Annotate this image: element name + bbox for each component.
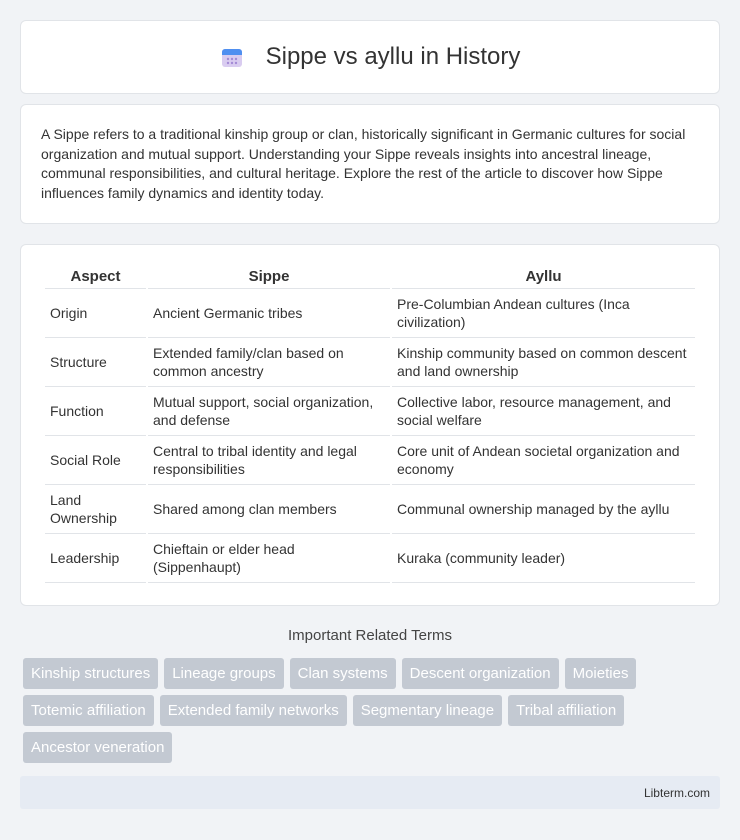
cell-aspect: Leadership	[45, 534, 146, 583]
intro-text: A Sippe refers to a traditional kinship group or clan, historically significant in Germanic cultures for social organization and mutual support. Understanding your Sippe reveals insights into ancestral lineage, communal responsibilities, and cultural heritage. Explore the rest of the article to discover how Sippe influences family dynamics and identity today.	[41, 126, 686, 201]
header-card	[20, 20, 720, 94]
cell-aspect: Social Role	[45, 436, 146, 485]
table-row	[45, 534, 695, 583]
term-tag[interactable]: Tribal affiliation	[508, 695, 624, 726]
comparison-table	[43, 265, 697, 583]
footer-site-link[interactable]: Libterm.com	[643, 786, 710, 800]
cell-ayllu: Communal ownership managed by the ayllu	[392, 485, 695, 534]
table-row	[45, 289, 695, 338]
term-tag[interactable]: Totemic affiliation	[23, 695, 154, 726]
related-terms-tags	[23, 658, 723, 769]
table-row	[45, 436, 695, 485]
header-ayllu: Ayllu	[392, 265, 695, 289]
table-row	[45, 387, 695, 436]
related-terms-title: Important Related Terms	[288, 627, 452, 644]
cell-aspect: Function	[45, 387, 146, 436]
cell-aspect: Origin	[45, 289, 146, 338]
table-row	[45, 485, 695, 534]
cell-sippe: Shared among clan members	[148, 485, 390, 534]
table-row	[45, 338, 695, 387]
footer	[20, 776, 720, 809]
cell-sippe: Extended family/clan based on common ancestry	[148, 338, 390, 387]
cell-aspect: Land Ownership	[45, 485, 146, 534]
table-header-row	[45, 265, 695, 289]
cell-sippe: Mutual support, social organization, and defense	[148, 387, 390, 436]
term-tag[interactable]: Extended family networks	[160, 695, 347, 726]
term-tag[interactable]: Kinship structures	[23, 658, 158, 689]
cell-ayllu: Core unit of Andean societal organization and economy	[392, 436, 695, 485]
cell-sippe: Central to tribal identity and legal responsibilities	[148, 436, 390, 485]
intro-card	[20, 104, 720, 224]
cell-aspect: Structure	[45, 338, 146, 387]
cell-ayllu: Kinship community based on common descent and land ownership	[392, 338, 695, 387]
term-tag[interactable]: Ancestor veneration	[23, 732, 172, 763]
header-aspect: Aspect	[45, 265, 146, 289]
cell-ayllu: Collective labor, resource management, and social welfare	[392, 387, 695, 436]
term-tag[interactable]: Descent organization	[402, 658, 559, 689]
cell-sippe: Chieftain or elder head (Sippenhaupt)	[148, 534, 390, 583]
cell-sippe: Ancient Germanic tribes	[148, 289, 390, 338]
term-tag[interactable]: Lineage groups	[164, 658, 283, 689]
cell-ayllu: Kuraka (community leader)	[392, 534, 695, 583]
term-tag[interactable]: Segmentary lineage	[353, 695, 502, 726]
cell-ayllu: Pre-Columbian Andean cultures (Inca civilization)	[392, 289, 695, 338]
term-tag[interactable]: Moieties	[565, 658, 637, 689]
header-sippe: Sippe	[148, 265, 390, 289]
calendar-icon	[220, 45, 244, 69]
page-title: Sippe vs ayllu in History	[265, 43, 521, 70]
comparison-card	[20, 244, 720, 606]
term-tag[interactable]: Clan systems	[290, 658, 396, 689]
